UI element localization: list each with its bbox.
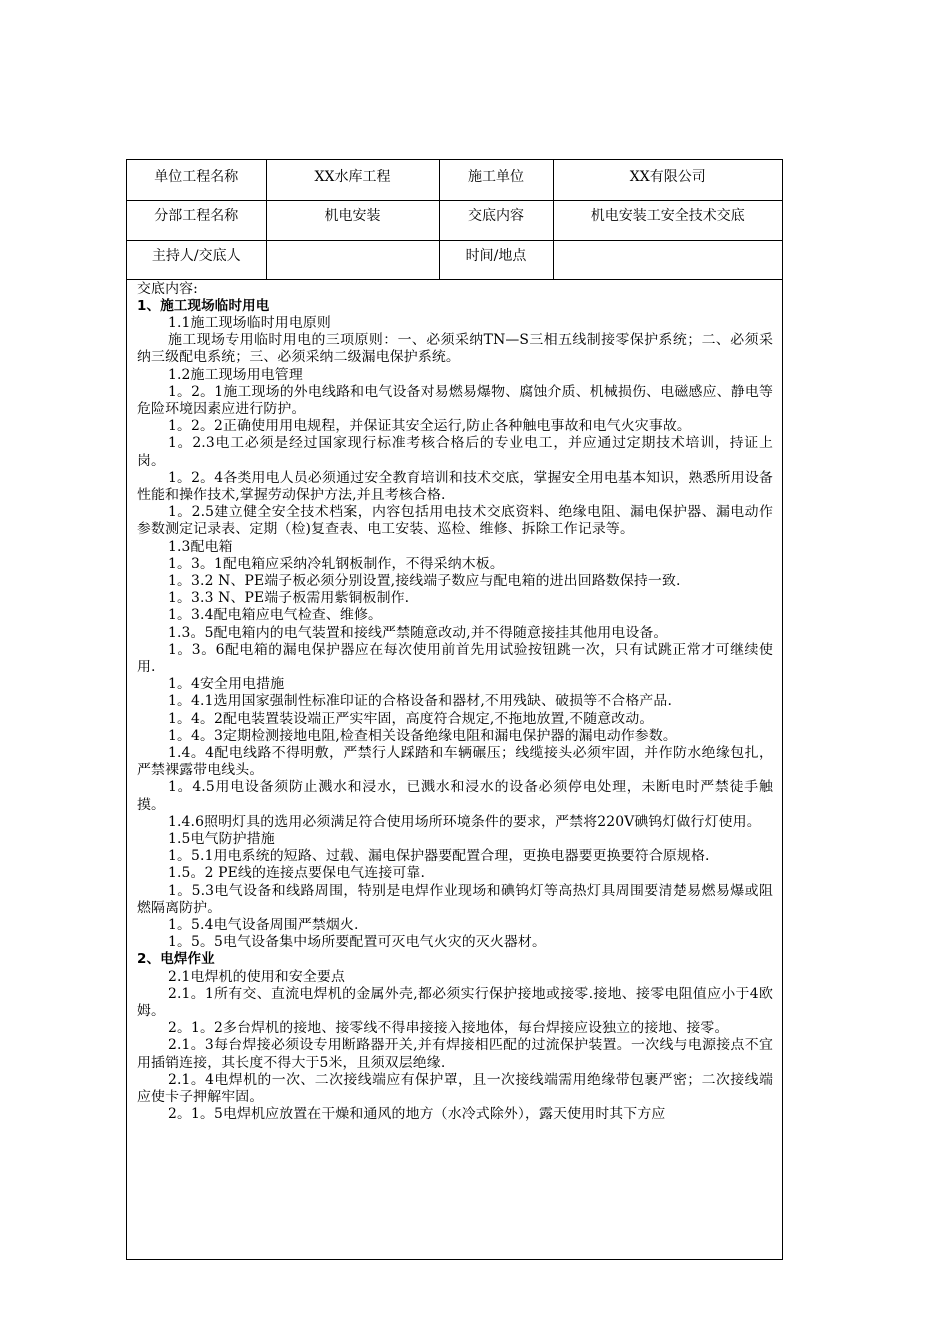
body-paragraph: 1.4。4配电线路不得明敷，严禁行人踩踏和车辆碾压；线缆接头必须牢固，并作防水绝缘包扎，严禁裸露带电线头。 — [137, 744, 773, 779]
body-paragraph: 1.1施工现场临时用电原则 — [168, 314, 331, 331]
content-value: 机电安装工安全技术交底 — [553, 200, 782, 240]
construction-unit-label: 施工单位 — [439, 160, 553, 200]
body-paragraph: 1。2.3电工必须是经过国家现行标准考核合格后的专业电工，并应通过定期技术培训，持证上岗。 — [137, 435, 773, 469]
body-paragraph: 1。5.3电气设备和线路周围，特别是电焊作业现场和碘钨灯等高热灯具周围要清楚易燃易爆或阻燃隔离防护。 — [137, 882, 773, 916]
disclosure-body — [127, 281, 782, 1124]
body-paragraph: 1。5.1用电系统的短路、过载、漏电保护器要配置合理，更换电器要更换要符合原规格. — [168, 848, 710, 865]
body-paragraph: 2.1。3每台焊接必须设专用断路器开关,并有焊接相匹配的过流保护装置。一次线与电源接点不宜用插销连接，其长度不得大于5米，且须双层绝缘. — [137, 1037, 773, 1071]
body-paragraph: 1。3.4配电箱应电气检查、维修。 — [168, 607, 383, 624]
body-paragraph: 2.1电焊机的使用和安全要点 — [168, 968, 345, 985]
body-paragraph: 1。4.5用电设备须防止溅水和浸水，已溅水和浸水的设备必须停电处理，未断电时严禁徒手触摸。 — [137, 779, 773, 813]
disclosure-form — [126, 159, 783, 1260]
body-paragraph: 1。4.1选用国家强制性标准印证的合格设备和器材,不用残缺、破损等不合格产品. — [168, 693, 673, 710]
content-label: 交底内容 — [439, 200, 553, 240]
host-value — [266, 240, 439, 279]
body-paragraph: 2.1。1所有交、直流电焊机的金属外壳,都必须实行保护接地或接零.接地、接零电阻值应小于4欧姆。 — [137, 985, 773, 1020]
body-paragraph: 1。2.5建立健全安全技术档案，内容包括用电技术交底资料、绝缘电阻、漏电保护器、漏电动作参数测定记录表、定期（检)复查表、电工安装、巡检、维修、拆除工作记录等。 — [137, 504, 773, 538]
body-paragraph: 1。3。1配电箱应采纳冷轧钢板制作，不得采纳木板。 — [168, 555, 504, 572]
header-row-unit — [127, 160, 782, 200]
body-paragraph: 1。4。3定期检测接地电阻,检查相关设备绝缘电阻和漏电保护器的漏电动作参数。 — [168, 727, 677, 744]
body-paragraph: 1。2。2正确使用用电规程，并保证其安全运行,防止各种触电事故和电气火灾事故。 — [168, 418, 691, 435]
body-intro: 交底内容: — [137, 280, 198, 297]
body-lines — [137, 298, 773, 1124]
body-paragraph: 1。2。4各类用电人员必须通过安全教育培训和技术交底，掌握安全用电基本知识，熟悉所用设备性能和操作技术,掌握劳动保护方法,并且考核合格. — [137, 469, 773, 503]
section-heading: 1、施工现场临时用电 — [137, 297, 270, 314]
body-paragraph: 2。1。2多台焊机的接地、接零线不得串接接入接地体，每台焊接应设独立的接地、接零。 — [168, 1020, 729, 1037]
body-paragraph: 1.4.6照明灯具的选用必须满足符合使用场所环境条件的要求，严禁将220V碘钨灯做行灯使用。 — [168, 813, 761, 830]
body-paragraph: 1。4。2配电装置装设端正严实牢固，高度符合规定,不拖地放置,不随意改动。 — [168, 710, 654, 727]
host-label: 主持人/交底人 — [127, 240, 266, 279]
sub-project-value: 机电安装 — [266, 200, 439, 240]
body-paragraph: 1.2施工现场用电管理 — [168, 366, 303, 383]
body-paragraph: 1。5.4电气设备周围严禁烟火. — [168, 917, 359, 934]
unit-project-value: XX水库工程 — [266, 160, 439, 200]
body-paragraph: 1.5电气防护措施 — [168, 831, 275, 847]
section-heading: 2、电焊作业 — [137, 951, 215, 968]
body-paragraph: 1.3配电箱 — [168, 538, 233, 555]
body-paragraph: 1。3.3 N、PE端子板需用紫铜板制作. — [168, 590, 410, 607]
header-row-sub — [127, 200, 782, 240]
body-paragraph: 1。3.2 N、PE端子板必须分别设置,接线端子数应与配电箱的进出回路数保持一致. — [168, 572, 681, 589]
unit-project-label: 单位工程名称 — [127, 160, 266, 200]
body-paragraph: 2。1。5电焊机应放置在干燥和通风的地方（水冷式除外），露天使用时其下方应 — [168, 1106, 666, 1123]
header-row-host — [127, 240, 782, 279]
body-paragraph: 1。3。6配电箱的漏电保护器应在每次使用前首先用试验按钮跳一次，只有试跳正常才可继续使用. — [137, 641, 773, 675]
body-paragraph: 1.5。2 PE线的连接点要保电气连接可靠. — [168, 865, 426, 882]
time-place-value — [553, 240, 782, 279]
header-table — [127, 160, 782, 280]
body-paragraph: 施工现场专用临时用电的三项原则：一、必须采纳TN—S三相五线制接零保护系统；二、必须采纳三级配电系统；三、必须采纳二级漏电保护系统。 — [137, 332, 773, 366]
time-place-label: 时间/地点 — [439, 240, 553, 279]
body-paragraph: 1。5。5电气设备集中场所要配置可灭电气火灾的灭火器材。 — [168, 934, 546, 951]
body-paragraph: 1。4安全用电措施 — [168, 676, 285, 693]
sub-project-label: 分部工程名称 — [127, 200, 266, 240]
body-paragraph: 1。2。1施工现场的外电线路和电气设备对易燃易爆物、腐蚀介质、机械损伤、电磁感应、静电等危险环境因素应进行防护。 — [137, 383, 773, 417]
construction-unit-value: XX有限公司 — [553, 160, 782, 200]
body-paragraph: 2.1。4电焊机的一次、二次接线端应有保护罩，且一次接线端需用绝缘带包裹严密；二次接线端应使卡子押解牢固。 — [137, 1071, 773, 1106]
body-paragraph: 1.3。5配电箱内的电气装置和接线严禁随意改动,并不得随意接挂其他用电设备。 — [168, 624, 668, 641]
